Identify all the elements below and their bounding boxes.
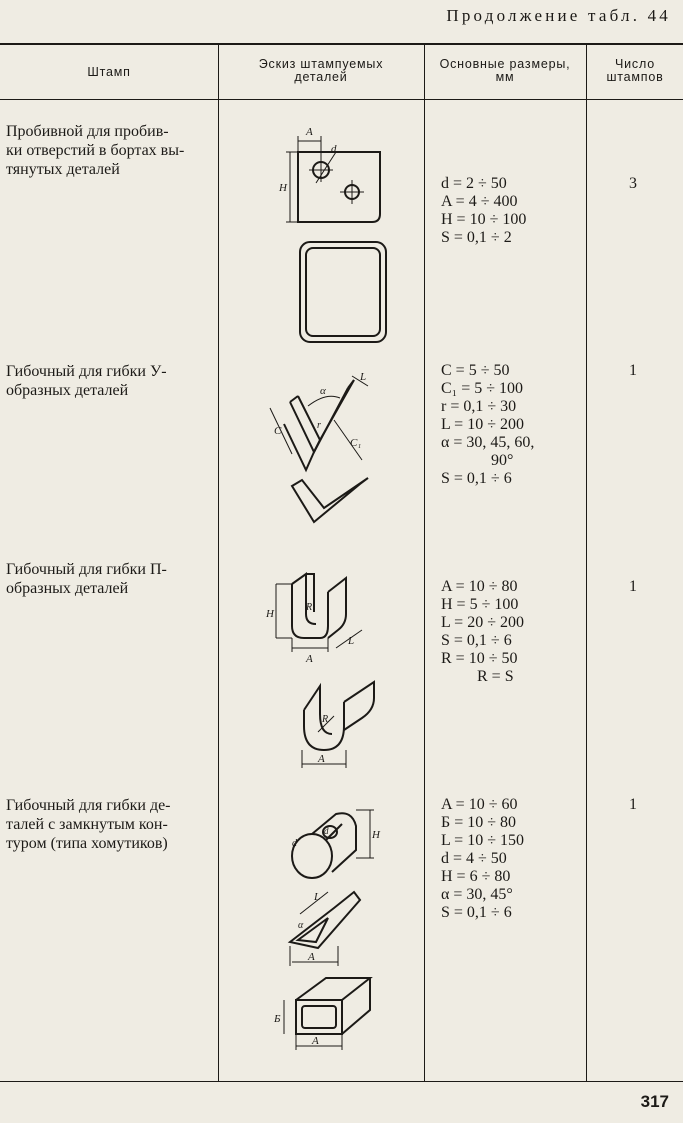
row-2-v-bend-sketch: [262, 368, 382, 532]
sketch-label: L: [360, 371, 367, 383]
sketch-label: α: [320, 385, 326, 397]
row-4-clamp-bend-sketch: [266, 796, 388, 1058]
sketch-label: H: [279, 182, 287, 194]
sketch-label: A: [306, 653, 313, 665]
row-3-dimensions: [441, 578, 591, 686]
dimension-line: L = 10 ÷ 150: [441, 832, 524, 849]
dimension-line: Б = 10 ÷ 80: [441, 814, 516, 831]
table-top-rule: [0, 43, 683, 45]
dimension-line: S = 0,1 ÷ 2: [441, 229, 512, 246]
sketch-label: r: [317, 420, 321, 431]
row-3-count: 1: [629, 578, 637, 595]
dimension-line: d = 2 ÷ 50: [441, 175, 507, 192]
dimension-line: H = 10 ÷ 100: [441, 211, 527, 228]
row-2-stamp-name: Гибочный для гибки У- образных деталей: [6, 363, 167, 399]
header-stamp: Штамп: [87, 65, 131, 79]
header-sketch: Эскиз штампуемых деталей: [258, 57, 384, 84]
sketch-label: L: [348, 635, 355, 647]
table-bottom-rule: [0, 1081, 683, 1082]
header-count: Число штампов: [606, 57, 664, 84]
dimension-line: S = 0,1 ÷ 6: [441, 904, 512, 921]
row-2-count: 1: [629, 362, 637, 379]
sketch-label: A: [312, 1035, 319, 1047]
row-1-count: 3: [629, 175, 637, 192]
sketch-label: H: [372, 829, 380, 841]
dimension-line: 90°: [491, 452, 514, 469]
dimension-line: α = 30, 45°: [441, 886, 513, 903]
dimension-line: L = 20 ÷ 200: [441, 614, 524, 631]
column-divider: [218, 44, 219, 1082]
dimension-line: R = 10 ÷ 50: [441, 650, 518, 667]
dimension-line: r = 0,1 ÷ 30: [441, 398, 517, 415]
sketch-label: C: [274, 425, 282, 437]
row-4-count: 1: [629, 796, 637, 813]
sketch-label: A: [308, 951, 315, 963]
sketch-label: R: [322, 714, 329, 725]
dimension-line: R = S: [477, 668, 514, 685]
row-4-stamp-name: Гибочный для гибки де- талей с замкнутым кон- туром (типа хомутиков): [6, 797, 171, 852]
sketch-label: d: [331, 143, 337, 155]
page-number: 317: [640, 1092, 669, 1111]
row-1-punched-box-sketch: [276, 118, 398, 348]
row-1-stamp-name: Пробивной для пробив- ки отверстий в бортах вы- тянутых деталей: [6, 123, 185, 178]
sketch-label: d: [324, 826, 329, 836]
sketch-label: A: [306, 126, 313, 138]
dimension-line: H = 5 ÷ 100: [441, 596, 519, 613]
dimension-line: H = 6 ÷ 80: [441, 868, 511, 885]
sketch-label: A: [318, 753, 325, 765]
dimension-line: S = 0,1 ÷ 6: [441, 632, 512, 649]
sketch-label: Б: [274, 1013, 281, 1025]
row-1-dimensions: [441, 175, 591, 247]
dimension-line: C₁ = 5 ÷ 100: [441, 380, 524, 397]
dimension-line: C = 5 ÷ 50: [441, 362, 510, 379]
sketch-label: H: [266, 608, 274, 620]
sketch-label: d: [292, 838, 297, 849]
dimension-line: α = 30, 45, 60,: [441, 434, 535, 451]
row-3-stamp-name: Гибочный для гибки П- образных деталей: [6, 561, 167, 597]
dimension-line: A = 10 ÷ 60: [441, 796, 518, 813]
dimension-line: L = 10 ÷ 200: [441, 416, 524, 433]
dimension-line: A = 10 ÷ 80: [441, 578, 518, 595]
table-continuation-label: Продолжение табл. 44: [446, 6, 671, 25]
column-divider: [424, 44, 425, 1082]
row-2-dimensions: [441, 362, 591, 488]
sketch-label: R: [306, 602, 313, 613]
table-header-rule: [0, 99, 683, 100]
header-dimensions: Основные размеры, мм: [439, 57, 571, 84]
dimension-line: A = 4 ÷ 400: [441, 193, 518, 210]
sketch-label: α: [298, 920, 304, 931]
row-4-dimensions: [441, 796, 591, 922]
sketch-label: L: [314, 891, 321, 903]
dimension-line: d = 4 ÷ 50: [441, 850, 507, 867]
dimension-line: S = 0,1 ÷ 6: [441, 470, 512, 487]
sketch-label: C₁: [350, 437, 362, 449]
row-3-u-bend-sketch: [262, 562, 386, 772]
